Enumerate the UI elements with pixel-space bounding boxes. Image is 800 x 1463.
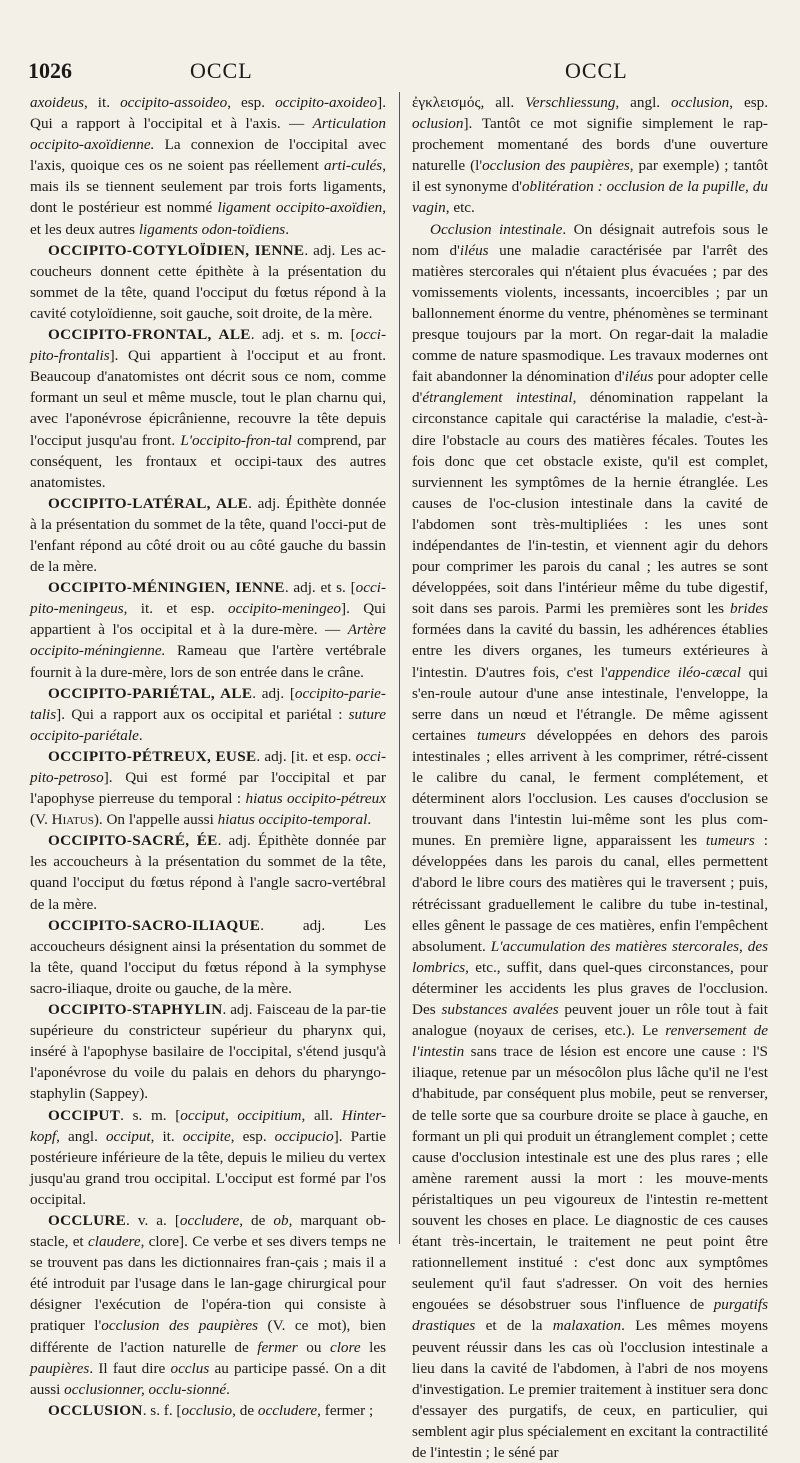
- entry-text: Artère occipito-méningienne.: [30, 621, 386, 660]
- entry-text: . adj. Épithète donnée à la présentation du sommet de la tête, quand l'occi-put de l'enfant répond au côté droit ou au côté gauche du bassin de la mère.: [30, 494, 386, 576]
- entry-text: .: [226, 1380, 230, 1398]
- entry-headword: OCCIPITO-SACRÉ, ÉE: [48, 832, 218, 850]
- entry-text: . adj. Épithète donnée par les accoucheurs à la présentation du sommet de la tête, quand l'occiput du fœtus répond à l'angle sacro-vertébral de la mère.: [30, 832, 386, 913]
- entry-text: .: [285, 220, 289, 238]
- entry-text: occipito-parie-talis: [30, 684, 386, 723]
- entry-text: oblitération : occlusion de la pupille, du vagin: [412, 178, 768, 217]
- entry-text: occiput, occipitium: [180, 1106, 302, 1124]
- entry-text: occlusio: [181, 1401, 233, 1419]
- entry-text: clore: [329, 1338, 361, 1356]
- entry-text: ). On l'appelle aussi: [93, 811, 218, 829]
- entry-text: fermer: [257, 1338, 298, 1356]
- entry-text: .: [367, 811, 372, 829]
- entry-text: tumeurs: [476, 726, 526, 744]
- entry-text: occipite: [182, 1127, 231, 1145]
- entry-text: étranglement intestinal: [422, 389, 573, 407]
- entry-headword: OCCIPITO-PÉTREUX, EUSE: [48, 747, 257, 765]
- entry-text: Verschliessung: [525, 94, 616, 111]
- dictionary-entry: [30, 324, 386, 493]
- entry-headword: OCCIPITO-FRONTAL, ALE: [48, 326, 251, 344]
- entry-text: Hiatus: [51, 811, 94, 829]
- entry-text: , mais ils se tiennent seulement par trois forts ligaments, dont le postérieur est nommé: [30, 157, 386, 217]
- dictionary-entry: [30, 746, 386, 830]
- entry-text: développées en dehors des parois intestinales ; elles arrivent à les comprimer, rétré-cissent le calibre du canal, le ferment complétement, et déterminent alors l'occlusion. Les causes d'occlusion se trouvant dans l'intestin lui-même sont les plus com-munes. En première ligne, apparaissent les: [412, 726, 769, 850]
- entry-text: ἐγκλεισμός, all.: [412, 94, 526, 111]
- entry-text: (V. ce mot), bien différente de l'action naturelle de: [30, 1317, 386, 1356]
- entry-text: ]. Qui a rapport à l'occipital et à l'axis. —: [30, 94, 386, 133]
- entry-text: , esp.: [227, 94, 276, 111]
- entry-text: : développées dans les parois du canal, elles permettent d'abord le libre cours des matières qui le traversent ; puis, rétrécissant graduellement le calibre du tube in-testinal, elles gênent le passage de ces matières, enfin l'empêchent absolument.: [412, 832, 768, 955]
- entry-text: L'accumulation des matières stercorales: [490, 937, 739, 955]
- dictionary-entry: [30, 493, 386, 577]
- entry-text: , dénomination rappelant la circonstance capitale qui caractérise la maladie, c'est-à-dire l'obstacle au cours des matières fécales. Toutes les fois donc que cet obstacle existe, qu'il est complet, surviennent les symptômes de la hernie étranglée. Les causes de l'oc-clusion intestinale dans la cavité de l'abdomen sont très-multipliées : les unes sont indépendantes de l'in-testin, et viennent agir du dehors pour comprimer les parois du canal ; les autres se sont développées, soit dans l'intérieur même du tube digestif, soit dans ses parois. Parmi les premières sont les: [412, 389, 768, 618]
- entry-text: occi-pito-frontalis: [30, 326, 387, 365]
- entry-text: peuvent jouer un rôle tout à fait analogue (noyaux de cerises, etc.). Le: [412, 1001, 768, 1040]
- entry-text: , de: [232, 1401, 258, 1419]
- dictionary-entry: [30, 240, 386, 324]
- dictionary-entry: [412, 219, 768, 1463]
- entry-text: .: [138, 726, 143, 744]
- entry-text: , angl.: [56, 1127, 106, 1145]
- entry-text: , et les deux autres: [30, 199, 386, 238]
- entry-text: ]. Qui appartient à l'occiput et au front. Beaucoup d'anatomistes ont décrit sous ce nom, comme formant un seul et même muscle, tout le plan charnu qui, avec l'aponévrose épicrânienne, recouvre la tête depuis l'occiput jusqu'au front.: [30, 347, 386, 449]
- entry-text: ligaments odon-toïdiens: [138, 220, 286, 238]
- dictionary-entry: [30, 92, 386, 240]
- page-number: 1026: [28, 58, 72, 83]
- entry-text: occlusionner, occlu-sionné: [64, 1380, 227, 1398]
- entry-text: . adj. [it. et esp.: [256, 747, 356, 765]
- entry-text: occipito-axoideo: [275, 94, 378, 111]
- entry-text: occlus: [170, 1359, 210, 1377]
- entry-text: Rameau que l'artère vertébrale fournit à la dure-mère, lors de son entrée dans le crâne.: [30, 642, 386, 681]
- entry-text: qui s'en-roule autour d'une anse intestinale, l'enveloppe, la serre dans un nœud et l'étrangle. De même agissent certaines: [412, 663, 768, 744]
- entry-text: suture occipito-pariétale: [30, 705, 386, 744]
- entry-text: et de la: [475, 1317, 553, 1335]
- entry-headword: OCCLUSION: [48, 1401, 143, 1419]
- entry-headword: OCCIPITO-LATÉRAL, ALE: [48, 494, 249, 512]
- entry-text: malaxation: [552, 1317, 622, 1335]
- entry-text: . s. m. [: [120, 1106, 181, 1124]
- column-divider: [399, 92, 400, 1244]
- entry-text: occipito-meningeo: [228, 600, 342, 618]
- entry-text: occi-pito-petroso: [30, 747, 387, 786]
- entry-text: Occlusion intestinale: [430, 220, 563, 238]
- left-column: [30, 92, 386, 1421]
- entry-text: . adj. Les accoucheurs désignent ainsi la présentation du sommet de la tête, quand l'occiput du fœtus répond à la symphyse sacro-iliaque, droite ou gauche, de la mère.: [30, 916, 386, 997]
- entry-text: claudere: [87, 1233, 141, 1251]
- entry-text: occipito-assoideo: [120, 94, 228, 111]
- entry-text: ,: [738, 937, 748, 955]
- entry-text: , etc.: [445, 199, 475, 217]
- dictionary-entry: [30, 999, 386, 1104]
- entry-text: les: [360, 1338, 387, 1356]
- entry-text: La connexion de l'occipital avec l'axis, quoique ces os ne soient pas réellement: [30, 136, 386, 175]
- entry-text: brides: [730, 600, 768, 618]
- entry-text: ]. Tantôt ce mot signifie simplement le rap-prochement momentané des bords d'une ouverture naturelle (l': [412, 115, 768, 175]
- entry-text: occipucio: [274, 1127, 334, 1145]
- entry-headword: OCCIPUT: [48, 1106, 121, 1124]
- entry-text: appendice iléo-cæcal: [607, 663, 741, 681]
- entry-text: pour adopter celle d': [412, 368, 769, 407]
- entry-text: ob: [273, 1211, 289, 1229]
- entry-headword: OCCIPITO-SACRO-ILIAQUE: [48, 916, 261, 934]
- entry-text: occlusion des paupières: [482, 157, 630, 175]
- entry-text: comprend, par conséquent, les frontaux et occipi-taux des autres anatomistes.: [30, 431, 386, 491]
- entry-text: . v. a. [: [126, 1211, 180, 1229]
- entry-text: formées dans la cavité du bassin, les adhérences établies entre les divers organes, les tumeurs extérieures à l'intestin. D'autres fois, c'est l': [412, 621, 768, 681]
- entry-text: renversement de l'intestin: [412, 1022, 768, 1061]
- entry-text: . adj. et s. m. [: [250, 326, 356, 344]
- entry-text: occlusion des paupières: [101, 1317, 259, 1335]
- dictionary-entry: [412, 92, 768, 219]
- entry-text: hiatus occipito-pétreux: [245, 790, 386, 808]
- entry-text: . adj. Les ac-coucheurs donnent cette épithète à la présentation du sommet de la tête, quand l'occiput du fœtus répond à la cavité cotyloïdienne, soit gauche, soit droite, de la mère.: [30, 241, 386, 322]
- entry-text: occludere: [179, 1211, 240, 1229]
- entry-text: iléus: [624, 368, 654, 386]
- entry-text: occi-pito-meningeus: [30, 579, 387, 618]
- entry-text: une maladie caractérisée par l'arrêt des matières stercorales qui n'étaient plus évacuées ; par des vomissements violents, incessants, incoercibles ; par un ballonnement énorme du ventre, phénomènes se terminant presque toujours par la mort. On regar-dait la maladie comme de nature spasmodique. Les travaux modernes ont fait abandonner la dénomination d': [412, 241, 768, 386]
- entry-text: , fermer ;: [317, 1401, 374, 1419]
- right-column: [412, 92, 768, 1463]
- running-header: [0, 58, 800, 88]
- entry-headword: OCCIPITO-PARIÉTAL, ALE: [48, 684, 253, 702]
- entry-headword: OCCIPITO-MÉNINGIEN, IENNE: [48, 579, 285, 597]
- entry-text: , it.: [84, 94, 121, 111]
- entry-text: hiatus occipito-temporal: [217, 811, 368, 829]
- entry-text: (V.: [30, 811, 52, 829]
- dictionary-entry: [30, 915, 386, 999]
- entry-headword: OCCLURE: [48, 1211, 127, 1229]
- entry-text: occludere: [257, 1401, 318, 1419]
- left-running-head: OCCL: [190, 58, 253, 83]
- entry-text: . Il faut dire: [89, 1359, 171, 1377]
- entry-text: ]. Partie postérieure inférieure de la tête, depuis le milieu du vertex jusqu'au grand trou occipital. L'occiput est formé par l'os occipital.: [30, 1127, 386, 1208]
- entry-text: substances avalées: [441, 1001, 559, 1019]
- entry-text: oclusion: [412, 115, 464, 133]
- entry-text: , it.: [150, 1127, 183, 1145]
- entry-text: tumeurs: [705, 832, 755, 850]
- entry-text: ]. Qui appartient à l'os occipital et à la dure-mère. —: [30, 600, 386, 639]
- entry-text: purgatifs drastiques: [412, 1296, 768, 1335]
- entry-text: des lombrics: [412, 937, 768, 976]
- entry-text: . On désignait autrefois sous le nom d': [412, 220, 768, 259]
- entry-text: , angl.: [615, 94, 672, 111]
- entry-text: Articulation occipito-axoïdienne.: [30, 115, 386, 154]
- dictionary-entry: [30, 830, 386, 914]
- entry-text: ou: [297, 1338, 330, 1356]
- entry-text: . adj. Faisceau de la par-tie supérieure du constricteur supérieur du pharynx qui, inséré à l'apophyse basilaire de l'occipital, s'étend jusqu'à l'aponévrose du voile du palais en dehors du pharyngo-staphylin (Sappey).: [30, 1001, 386, 1103]
- entry-text: Hinter-kopf: [30, 1106, 387, 1145]
- entry-text: L'occipito-fron-tal: [180, 431, 292, 449]
- dictionary-entry: [30, 577, 386, 682]
- dictionary-entry: [30, 683, 386, 746]
- entry-text: sans trace de lésion est encore une cause : l'S iliaque, retenue par un mésocôlon plus lâche qu'il ne l'est d'habitude, par conséquent plus mobile, peut se renverser, de telle sorte que sa courbure droite se place à gauche, en formant un pli qui produit un étranglement complet ; cette cause d'occlusion intestinale est une des plus rares ; elle amène rarement aussi la mort : les mouve-ments péristaltiques un peu vigoureux de l'intestin re-mettent souvent les choses en place. Le diagnostic de ces causes étant très-incertain, le traitement ne peut point être rationnellement institué : c'est donc aux symptômes seulement qu'il faut s'adresser. On voit des hernies engouées se désobstruer sous l'influence de: [412, 1043, 768, 1314]
- entry-text: ligament occipito-axoïdien: [217, 199, 383, 217]
- entry-text: axoideus: [30, 94, 84, 111]
- entry-text: , it. et esp.: [123, 600, 228, 618]
- entry-text: . adj. et s. [: [284, 579, 356, 597]
- dictionary-entry: [30, 1400, 386, 1421]
- entry-text: , marquant ob-stacle, et: [30, 1211, 386, 1251]
- entry-text: occiput: [105, 1127, 151, 1145]
- entry-text: paupières: [30, 1359, 90, 1377]
- entry-text: ]. Qui a rapport aux os occipital et pariétal :: [56, 705, 349, 723]
- entry-text: iléus: [459, 241, 489, 259]
- entry-text: occlusion: [671, 94, 730, 111]
- entry-text: , esp.: [230, 1127, 275, 1145]
- entry-headword: OCCIPITO-STAPHYLIN: [48, 1001, 223, 1019]
- dictionary-entry: [30, 1105, 386, 1210]
- entry-text: , par exemple) ; tantôt il est synonyme d': [412, 157, 768, 196]
- dictionary-entry: [30, 1210, 386, 1400]
- entry-text: . s. f. [: [142, 1401, 182, 1419]
- entry-text: . adj. [: [252, 684, 295, 702]
- entry-text: ]. Qui est formé par l'occipital et par l'apophyse pierreuse du temporal :: [30, 769, 386, 808]
- entry-headword: OCCIPITO-COTYLOÏDIEN, IENNE: [48, 241, 305, 259]
- right-running-head: OCCL: [565, 58, 628, 83]
- entry-text: , de: [239, 1211, 274, 1229]
- entry-text: , all.: [301, 1106, 342, 1124]
- entry-text: , clore]. Ce verbe et ses divers temps ne se trouvent pas dans les dictionnaires fran-çais ; mais il a été introduit par l'usage dans le lan-gage chirurgical pour désigner l'exécution de l'opéra-tion qui consiste à pratiquer l': [30, 1233, 386, 1335]
- entry-text: , etc., suffit, dans quel-ques circonstances, pour déterminer les accidents les plus graves de l'occlusion. Des: [412, 958, 768, 1019]
- entry-text: , esp.: [729, 94, 768, 111]
- entry-text: . Les mêmes moyens peuvent réussir dans les cas où l'occlusion intestinale a lieu dans la cavité de l'abdomen, à l'abri de nos moyens d'investigation. Le premier traitement à instituer sera donc d'essayer des purgatifs, de ceux, en particulier, qui semblent agir plus spécialement en excitant la contractilité de l'intestin ; le séné par: [412, 1317, 768, 1461]
- entry-text: au participe passé. On a dit aussi: [30, 1359, 386, 1398]
- entry-text: arti-culés: [323, 157, 383, 175]
